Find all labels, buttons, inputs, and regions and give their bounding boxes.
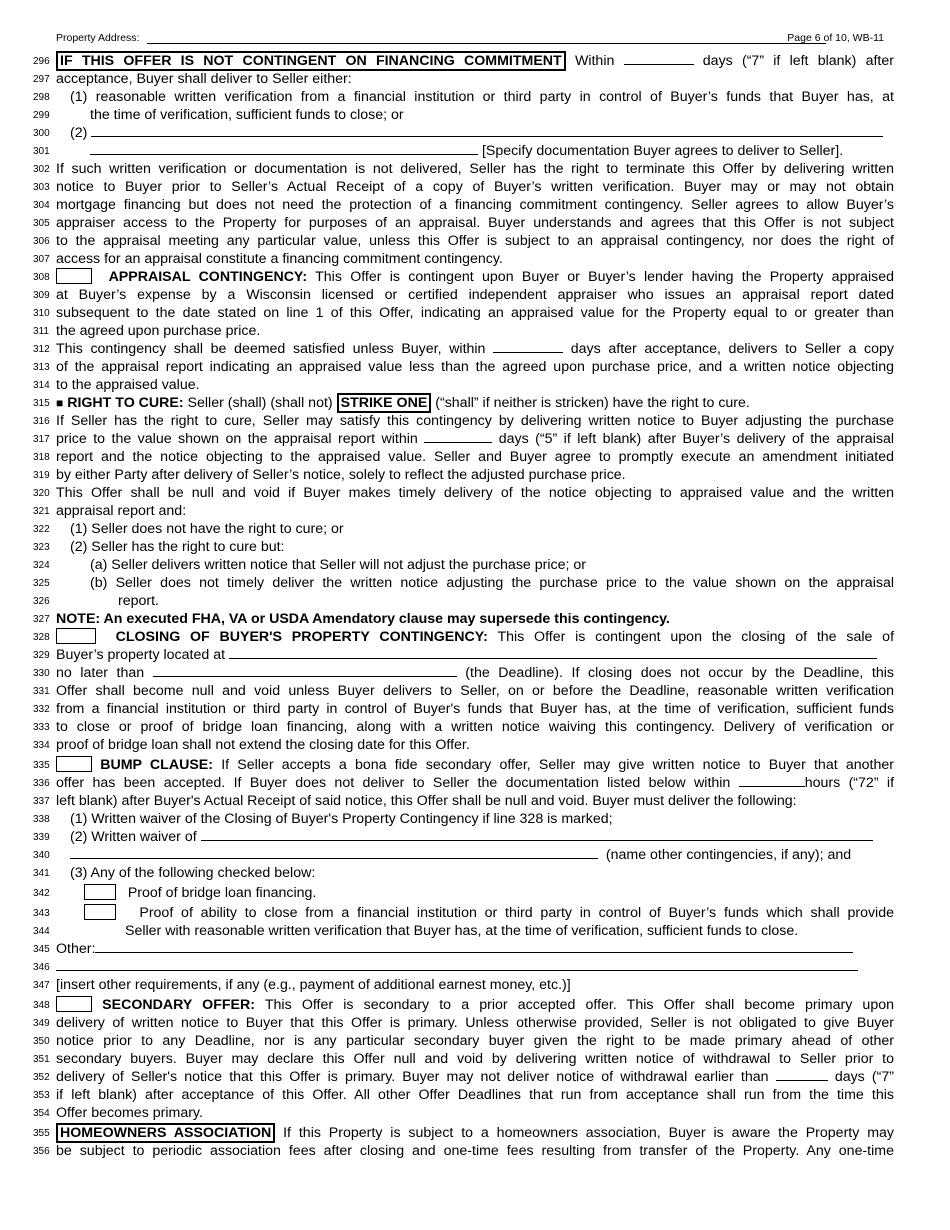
line-314: 314 to the appraised value. bbox=[0, 376, 950, 394]
line-number: 323 bbox=[33, 542, 50, 553]
line-number: 322 bbox=[33, 524, 50, 535]
line-356: 356 be subject to periodic association fees after closing and one-time fees resulting from transfer of the Property. Any one-time bbox=[0, 1142, 950, 1160]
line-316: 316 If Seller has the right to cure, Seller may satisfy this contingency by delivering written notice to Buyer adjusting the purchase bbox=[0, 412, 950, 430]
line-number: 346 bbox=[33, 962, 50, 973]
cure-days-blank[interactable] bbox=[424, 430, 492, 443]
line-317: 317 price to the value shown on the appraisal report within days (“5” if left blank) after Buyer’s delivery of the appraisal bbox=[0, 430, 950, 448]
bump-clause-heading: BUMP CLAUSE: bbox=[100, 757, 213, 773]
line-313: 313 of the appraisal report indicating an appraised value less than the agreed upon purchase price, and a written notice objecting bbox=[0, 358, 950, 376]
line-number: 317 bbox=[33, 434, 50, 445]
line-336: 336 offer has been accepted. If Buyer does not deliver to Seller the documentation listed below within hours (“72” if bbox=[0, 774, 950, 792]
other-contingencies-blank[interactable] bbox=[70, 846, 598, 859]
line-343: 343 Proof of ability to close from a financial institution or third party in control of Buyer’s funds which shall provide bbox=[0, 904, 950, 922]
line-307: 307 access for an appraisal constitute a financing commitment contingency. bbox=[0, 250, 950, 268]
waiver-blank[interactable] bbox=[201, 828, 873, 841]
line-number: 341 bbox=[33, 868, 50, 879]
line-number: 301 bbox=[33, 146, 50, 157]
line-number: 339 bbox=[33, 832, 50, 843]
page-number: Page 6 of 10, WB-11 bbox=[787, 32, 884, 44]
appraisal-days-blank[interactable] bbox=[493, 340, 563, 353]
line-318: 318 report and the notice objecting to the appraised value. Seller and Buyer agree to promptly execute an amendment initiated bbox=[0, 448, 950, 466]
line-number: 342 bbox=[33, 888, 50, 899]
bridge-loan-checkbox[interactable] bbox=[84, 884, 116, 900]
line-number: 316 bbox=[33, 416, 50, 427]
line-331: 331 Offer shall become null and void unless Buyer delivers to Seller, on or before the Deadline, reasonable written verification bbox=[0, 682, 950, 700]
line-310: 310 subsequent to the date stated on line 1 of this Offer, indicating an appraised value for the Property equal to or greater than bbox=[0, 304, 950, 322]
line-349: 349 delivery of written notice to Buyer that this Offer is primary. Unless otherwise provided, Seller is not obligated to give Buyer bbox=[0, 1014, 950, 1032]
line-347: 347 [insert other requirements, if any (e.g., payment of additional earnest money, etc.)] bbox=[0, 976, 950, 994]
bump-hours-blank[interactable] bbox=[739, 774, 805, 787]
line-346 bbox=[0, 958, 950, 976]
line-308: 308 APPRAISAL CONTINGENCY: This Offer is contingent upon Buyer or Buyer’s lender having the Property appraised bbox=[0, 268, 950, 286]
line-number: 327 bbox=[33, 614, 50, 625]
line-340: 340 (name other contingencies, if any); and bbox=[0, 846, 950, 864]
right-to-cure-heading: RIGHT TO CURE: bbox=[67, 395, 184, 411]
line-339: 339 (2) Written waiver of bbox=[0, 828, 950, 846]
line-306: 306 to the appraisal meeting any particular value, unless this Offer is subject to an appraisal contingency, nor does the right of bbox=[0, 232, 950, 250]
line-number: 321 bbox=[33, 506, 50, 517]
line-number: 344 bbox=[33, 926, 50, 937]
line-number: 314 bbox=[33, 380, 50, 391]
line-353: 353 if left blank) after acceptance of this Offer. All other Offer Deadlines that run from acceptance shall run from the time this bbox=[0, 1086, 950, 1104]
line-334: 334 proof of bridge loan shall not extend the closing date for this Offer. bbox=[0, 736, 950, 754]
line-345: 345 Other: bbox=[0, 940, 950, 958]
line-338: 338 (1) Written waiver of the Closing of Buyer's Property Contingency if line 328 is marked; bbox=[0, 810, 950, 828]
contract-body bbox=[0, 52, 950, 1160]
line-number: 326 bbox=[33, 596, 50, 607]
line-354: 354 Offer becomes primary. bbox=[0, 1104, 950, 1122]
line-number: 299 bbox=[33, 110, 50, 121]
secondary-offer-checkbox[interactable] bbox=[56, 996, 92, 1012]
line-number: 336 bbox=[33, 778, 50, 789]
line-number: 334 bbox=[33, 740, 50, 751]
line-299: 299 the time of verification, sufficient funds to close; or bbox=[0, 106, 950, 124]
financing-commitment-heading: IF THIS OFFER IS NOT CONTINGENT ON FINANCING COMMITMENT bbox=[56, 51, 566, 71]
line-297: 297 acceptance, Buyer shall deliver to Seller either: bbox=[0, 70, 950, 88]
bump-clause-checkbox[interactable] bbox=[56, 756, 92, 772]
line-number: 349 bbox=[33, 1018, 50, 1029]
line-329: 329 Buyer’s property located at bbox=[0, 646, 950, 664]
line-number: 310 bbox=[33, 308, 50, 319]
line-number: 309 bbox=[33, 290, 50, 301]
line-number: 297 bbox=[33, 74, 50, 85]
line-number: 329 bbox=[33, 650, 50, 661]
line-328: 328 CLOSING OF BUYER'S PROPERTY CONTINGENCY: This Offer is contingent upon the closing of the sale of bbox=[0, 628, 950, 646]
line-325: 325 (b) Seller does not timely deliver the written notice adjusting the purchase price to the value shown on the appraisal bbox=[0, 574, 950, 592]
line-305: 305 appraiser access to the Property for purposes of an appraisal. Buyer understands and agrees that this Offer is not subject bbox=[0, 214, 950, 232]
line-355: 355 HOMEOWNERS ASSOCIATION If this Property is subject to a homeowners association, Buyer is aware the Property may bbox=[0, 1124, 950, 1142]
page-header bbox=[56, 32, 896, 46]
line-number: 300 bbox=[33, 128, 50, 139]
line-number: 319 bbox=[33, 470, 50, 481]
line-352: 352 delivery of Seller's notice that this Offer is primary. Buyer may not deliver notice of withdrawal earlier than days (“7” bbox=[0, 1068, 950, 1086]
buyer-property-address-blank[interactable] bbox=[229, 646, 877, 659]
line-323: 323 (2) Seller has the right to cure but: bbox=[0, 538, 950, 556]
line-319: 319 by either Party after delivery of Seller’s notice, solely to reflect the adjusted purchase price. bbox=[0, 466, 950, 484]
bullet-square-icon: ■ bbox=[56, 396, 64, 410]
line-number: 333 bbox=[33, 722, 50, 733]
line-number: 328 bbox=[33, 632, 50, 643]
line-number: 355 bbox=[33, 1128, 50, 1139]
closing-contingency-heading: CLOSING OF BUYER'S PROPERTY CONTINGENCY: bbox=[115, 629, 488, 645]
other-requirements-blank-2[interactable] bbox=[56, 958, 858, 971]
line-337: 337 left blank) after Buyer's Actual Receipt of said notice, this Offer shall be null and void. Buyer must deliver the following: bbox=[0, 792, 950, 810]
line-335: 335 BUMP CLAUSE: If Seller accepts a bona fide secondary offer, Seller may give written notice to Buyer that another bbox=[0, 756, 950, 774]
line-number: 356 bbox=[33, 1146, 50, 1157]
line-309: 309 at Buyer’s expense by a Wisconsin licensed or certified independent appraiser who issues an appraisal report dated bbox=[0, 286, 950, 304]
line-350: 350 notice prior to any Deadline, nor is any particular secondary buyer given the right to be made primary ahead of other bbox=[0, 1032, 950, 1050]
financing-days-blank[interactable] bbox=[624, 52, 694, 65]
line-number: 348 bbox=[33, 1000, 50, 1011]
line-number: 331 bbox=[33, 686, 50, 697]
line-315: 315 ■ RIGHT TO CURE: Seller (shall) (shall not) STRIKE ONE (“shall” if neither is stricken) have the right to cure. bbox=[0, 394, 950, 412]
line-number: 353 bbox=[33, 1090, 50, 1101]
line-number: 298 bbox=[33, 92, 50, 103]
line-298: 298 (1) reasonable written verification from a financial institution or third party in control of Buyer’s funds that Buyer has, at bbox=[0, 88, 950, 106]
line-number: 306 bbox=[33, 236, 50, 247]
line-342: 342 Proof of bridge loan financing. bbox=[0, 884, 950, 902]
homeowners-association-heading: HOMEOWNERS ASSOCIATION bbox=[56, 1123, 275, 1143]
line-number: 337 bbox=[33, 796, 50, 807]
line-number: 305 bbox=[33, 218, 50, 229]
line-number: 308 bbox=[33, 272, 50, 283]
line-number: 307 bbox=[33, 254, 50, 265]
line-332: 332 from a financial institution or third party in control of Buyer's funds that Buyer has, at the time of verification, sufficient funds bbox=[0, 700, 950, 718]
line-327 bbox=[0, 610, 950, 628]
line-303: 303 notice to Buyer prior to Seller’s Actual Receipt of a copy of Buyer’s written verification. Buyer may or may not obtain bbox=[0, 178, 950, 196]
line-number: 318 bbox=[33, 452, 50, 463]
line-321: 321 appraisal report and: bbox=[0, 502, 950, 520]
line-322: 322 (1) Seller does not have the right to cure; or bbox=[0, 520, 950, 538]
line-number: 315 bbox=[33, 398, 50, 409]
line-344: 344 Seller with reasonable written verification that Buyer has, at the time of verification, sufficient funds to close. bbox=[0, 922, 950, 940]
closing-contingency-checkbox[interactable] bbox=[56, 628, 96, 644]
line-number: 338 bbox=[33, 814, 50, 825]
line-number: 352 bbox=[33, 1072, 50, 1083]
line-number: 347 bbox=[33, 980, 50, 991]
line-number: 302 bbox=[33, 164, 50, 175]
documentation-blank-1[interactable] bbox=[91, 124, 883, 137]
documentation-blank-2[interactable] bbox=[90, 142, 478, 155]
property-address-field[interactable] bbox=[147, 43, 826, 44]
line-number: 312 bbox=[33, 344, 50, 355]
line-351: 351 secondary buyers. Buyer may declare this Offer null and void by delivering written notice of withdrawal to Seller prior to bbox=[0, 1050, 950, 1068]
line-number: 343 bbox=[33, 908, 50, 919]
line-304: 304 mortgage financing but does not need the protection of a financing commitment contingency. Seller agrees to allow Buyer’s bbox=[0, 196, 950, 214]
line-number: 296 bbox=[33, 56, 50, 67]
line-number: 330 bbox=[33, 668, 50, 679]
line-number: 350 bbox=[33, 1036, 50, 1047]
line-312: 312 This contingency shall be deemed satisfied unless Buyer, within days after acceptance, delivers to Seller a copy bbox=[0, 340, 950, 358]
line-number: 303 bbox=[33, 182, 50, 193]
withdrawal-days-blank[interactable] bbox=[776, 1068, 828, 1081]
line-330: 330 no later than (the Deadline). If closing does not occur by the Deadline, this bbox=[0, 664, 950, 682]
line-333: 333 to close or proof of bridge loan financing, along with a written notice waiving this contingency. Delivery of verification or bbox=[0, 718, 950, 736]
line-326: 326 report. bbox=[0, 592, 950, 610]
line-number: 313 bbox=[33, 362, 50, 373]
line-348: 348 SECONDARY OFFER: This Offer is secondary to a prior accepted offer. This Offer shall become primary upon bbox=[0, 996, 950, 1014]
line-number: 354 bbox=[33, 1108, 50, 1119]
line-number: 345 bbox=[33, 944, 50, 955]
property-address-label: Property Address: bbox=[56, 32, 140, 44]
appraisal-contingency-heading: APPRAISAL CONTINGENCY: bbox=[108, 269, 308, 285]
line-number: 324 bbox=[33, 560, 50, 571]
line-311: 311 the agreed upon purchase price. bbox=[0, 322, 950, 340]
secondary-offer-heading: SECONDARY OFFER: bbox=[102, 997, 255, 1013]
line-324: 324 (a) Seller delivers written notice that Seller will not adjust the purchase price; or bbox=[0, 556, 950, 574]
line-300: 300 (2) bbox=[0, 124, 950, 142]
line-320: 320 This Offer shall be null and void if Buyer makes timely delivery of the notice objecting to appraised value and the written bbox=[0, 484, 950, 502]
line-number: 325 bbox=[33, 578, 50, 589]
line-341: 341 (3) Any of the following checked below: bbox=[0, 864, 950, 882]
deadline-blank[interactable] bbox=[153, 664, 457, 677]
line-number: 340 bbox=[33, 850, 50, 861]
line-302: 302 If such written verification or documentation is not delivered, Seller has the right to terminate this Offer by delivering written bbox=[0, 160, 950, 178]
other-requirements-blank-1[interactable] bbox=[95, 940, 853, 953]
line-number: 335 bbox=[33, 760, 50, 771]
line-number: 351 bbox=[33, 1054, 50, 1065]
line-number: 304 bbox=[33, 200, 50, 211]
appraisal-contingency-checkbox[interactable] bbox=[56, 268, 92, 284]
line-301: 301 [Specify documentation Buyer agrees to deliver to Seller]. bbox=[0, 142, 950, 160]
proof-of-funds-checkbox[interactable] bbox=[84, 904, 116, 920]
line-296: 296 IF THIS OFFER IS NOT CONTINGENT ON FINANCING COMMITMENT Within days (“7” if left blank) after bbox=[0, 52, 950, 70]
line-number: 320 bbox=[33, 488, 50, 499]
line-number: 311 bbox=[33, 326, 49, 337]
line-number: 332 bbox=[33, 704, 50, 715]
fha-note: NOTE: An executed FHA, VA or USDA Amendatory clause may supersede this contingency. bbox=[56, 611, 670, 627]
strike-one-label: STRIKE ONE bbox=[337, 393, 432, 413]
